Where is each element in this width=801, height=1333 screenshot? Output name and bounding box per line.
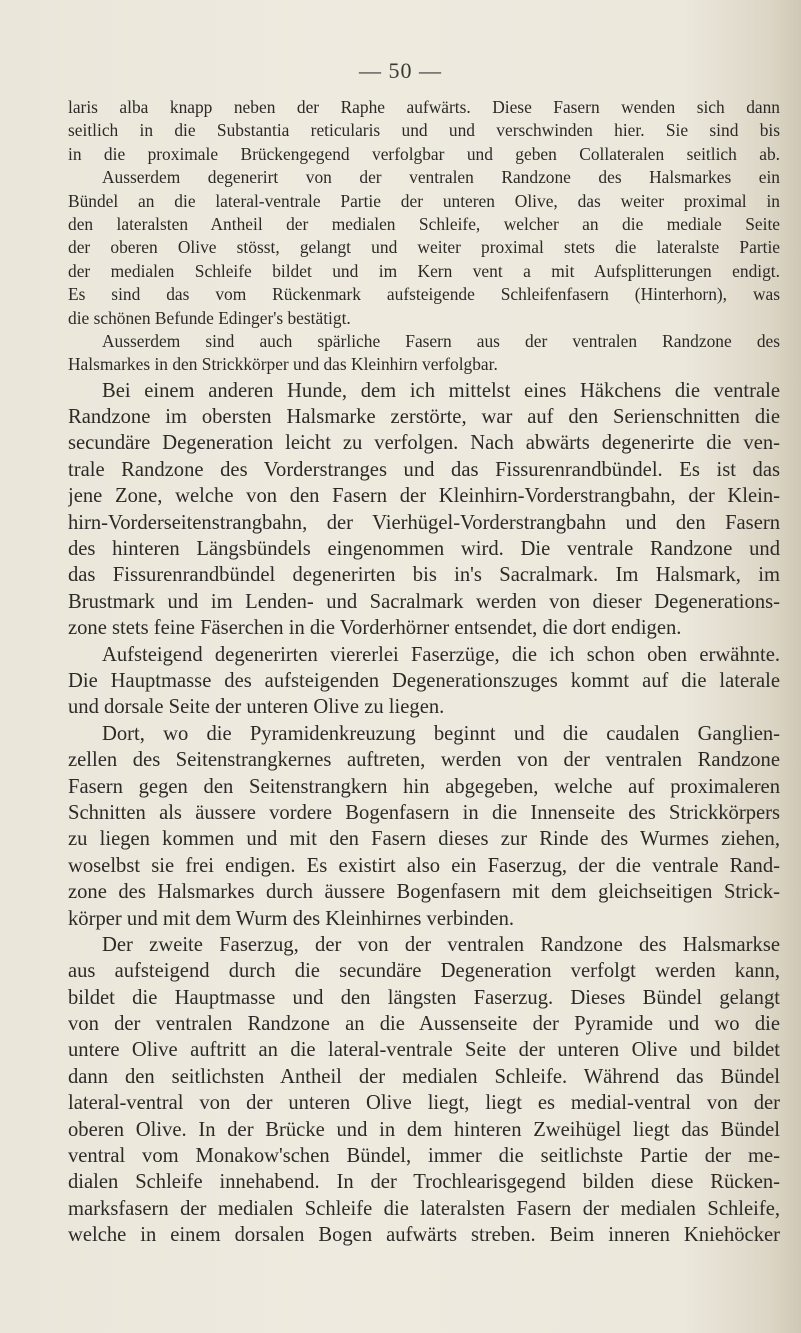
text-line: Dort, wo die Pyramidenkreuzung beginnt und die caudalen Ganglien- <box>102 722 780 745</box>
text-line: Bündel an die lateral-ventrale Partie der unteren Olive, das weiter proximal in <box>68 190 780 211</box>
text-line: Fasern gegen den Seitenstrangkern hin abgegeben, welche auf proximaleren <box>68 775 780 798</box>
text-line: zone des Halsmarkes durch äussere Bogenfasern mit dem gleichseitigen Strick- <box>68 881 780 904</box>
text-line: aus aufsteigend durch die secundäre Degeneration verfolgt werden kann, <box>68 960 780 983</box>
text-line: lateral-ventral von der unteren Olive liegt, liegt es medial-ventral von der <box>68 1092 780 1115</box>
text-line: bildet die Hauptmasse und den längsten Faserzug. Dieses Bündel gelangt <box>68 986 780 1009</box>
text-line: ventral vom Monakow'schen Bündel, immer die seitlichste Partie der me- <box>68 1145 780 1168</box>
text-line: der medialen Schleife bildet und im Kern vent a mit Aufsplitterungen endigt. <box>68 260 780 281</box>
text-line: körper und mit dem Wurm des Kleinhirnes verbinden. <box>68 907 515 930</box>
text-line: Ausserdem degenerirt von der ventralen Randzone des Halsmarkes ein <box>102 167 780 188</box>
text-line: Brustmark und im Lenden- und Sacralmark werden von dieser Degenerations- <box>68 590 780 613</box>
text-line: von der ventralen Randzone an die Aussenseite der Pyramide und wo die <box>68 1013 780 1036</box>
text-line: untere Olive auftritt an die lateral-ventrale Seite der unteren Olive und bildet <box>68 1039 780 1062</box>
text-body <box>68 96 780 1249</box>
text-line: marksfasern der medialen Schleife die lateralsten Fasern der medialen Schleife, <box>68 1197 780 1220</box>
text-line: Schnitten als äussere vordere Bogenfasern in die Innenseite des Strickkörpers <box>68 801 780 824</box>
text-line: das Fissurenrandbündel degenerirten bis in's Sacralmark. Im Halsmark, im <box>68 564 780 587</box>
text-line: hirn-Vorderseitenstrangbahn, der Vierhügel-Vorderstrangbahn und den Fasern <box>68 511 780 534</box>
text-line: seitlich in die Substantia reticularis und und verschwinden hier. Sie sind bis <box>68 120 780 141</box>
text-line: dann den seitlichsten Antheil der medialen Schleife. Während das Bündel <box>68 1065 780 1088</box>
text-line: Der zweite Faserzug, der von der ventralen Randzone des Halsmarkse <box>102 933 780 956</box>
text-line: secundäre Degeneration leicht zu verfolgen. Nach abwärts degenerirte die ven- <box>68 432 780 455</box>
text-line: Randzone im obersten Halsmarke zerstörte, war auf den Serienschnitten die <box>68 406 780 429</box>
text-line: Es sind das vom Rückenmark aufsteigende Schleifenfasern (Hinterhorn), was <box>68 284 780 305</box>
text-line: der oberen Olive stösst, gelangt und weiter proximal stets die lateralste Partie <box>68 237 780 258</box>
text-line: Halsmarkes in den Strickkörper und das Kleinhirn verfolgbar. <box>68 354 498 375</box>
text-line: und dorsale Seite der unteren Olive zu liegen. <box>68 696 445 719</box>
text-line: Aufsteigend degenerirten viererlei Faserzüge, die ich schon oben erwähnte. <box>102 643 780 666</box>
text-line: oberen Olive. In der Brücke und in dem hinteren Zweihügel liegt das Bündel <box>68 1118 780 1141</box>
text-line: zone stets feine Fäserchen in die Vorderhörner entsendet, die dort endigen. <box>68 617 682 640</box>
text-line: laris alba knapp neben der Raphe aufwärts. Diese Fasern wenden sich dann <box>68 97 780 117</box>
text-line: in die proximale Brückengegend verfolgbar und geben Collateralen seitlich ab. <box>68 143 780 164</box>
text-line: trale Randzone des Vorderstranges und das Fissurenrandbündel. Es ist das <box>68 458 780 481</box>
small-print-section <box>68 96 780 377</box>
text-line: zu liegen kommen und mit den Fasern dieses zur Rinde des Wurmes ziehen, <box>68 828 780 851</box>
text-line: Ausserdem sind auch spärliche Fasern aus der ventralen Randzone des <box>102 330 780 351</box>
text-line: zellen des Seitenstrangkernes auftreten, werden von der ventralen Randzone <box>68 749 780 772</box>
text-line: woselbst sie frei endigen. Es existirt also ein Faserzug, der die ventrale Rand- <box>68 854 780 877</box>
page-number: — 50 — <box>359 58 442 83</box>
text-line: des hinteren Längsbündels eingenommen wird. Die ventrale Randzone und <box>68 538 780 561</box>
text-line: welche in einem dorsalen Bogen aufwärts streben. Beim inneren Kniehöcker <box>68 1224 780 1247</box>
text-line: die schönen Befunde Edinger's bestätigt. <box>68 307 351 328</box>
text-line: den lateralsten Antheil der medialen Schleife, welcher an die mediale Seite <box>68 213 780 234</box>
text-line: jene Zone, welche von den Fasern der Kleinhirn-Vorderstrangbahn, der Klein- <box>68 485 780 508</box>
text-line: Bei einem anderen Hunde, dem ich mittelst eines Häkchens die ventrale <box>102 379 780 402</box>
text-line: dialen Schleife innehabend. In der Trochlearisgegend bilden diese Rücken- <box>68 1171 780 1194</box>
main-text-section <box>68 378 780 1249</box>
text-line: Die Hauptmasse des aufsteigenden Degenerationszuges kommt auf die laterale <box>68 669 780 692</box>
